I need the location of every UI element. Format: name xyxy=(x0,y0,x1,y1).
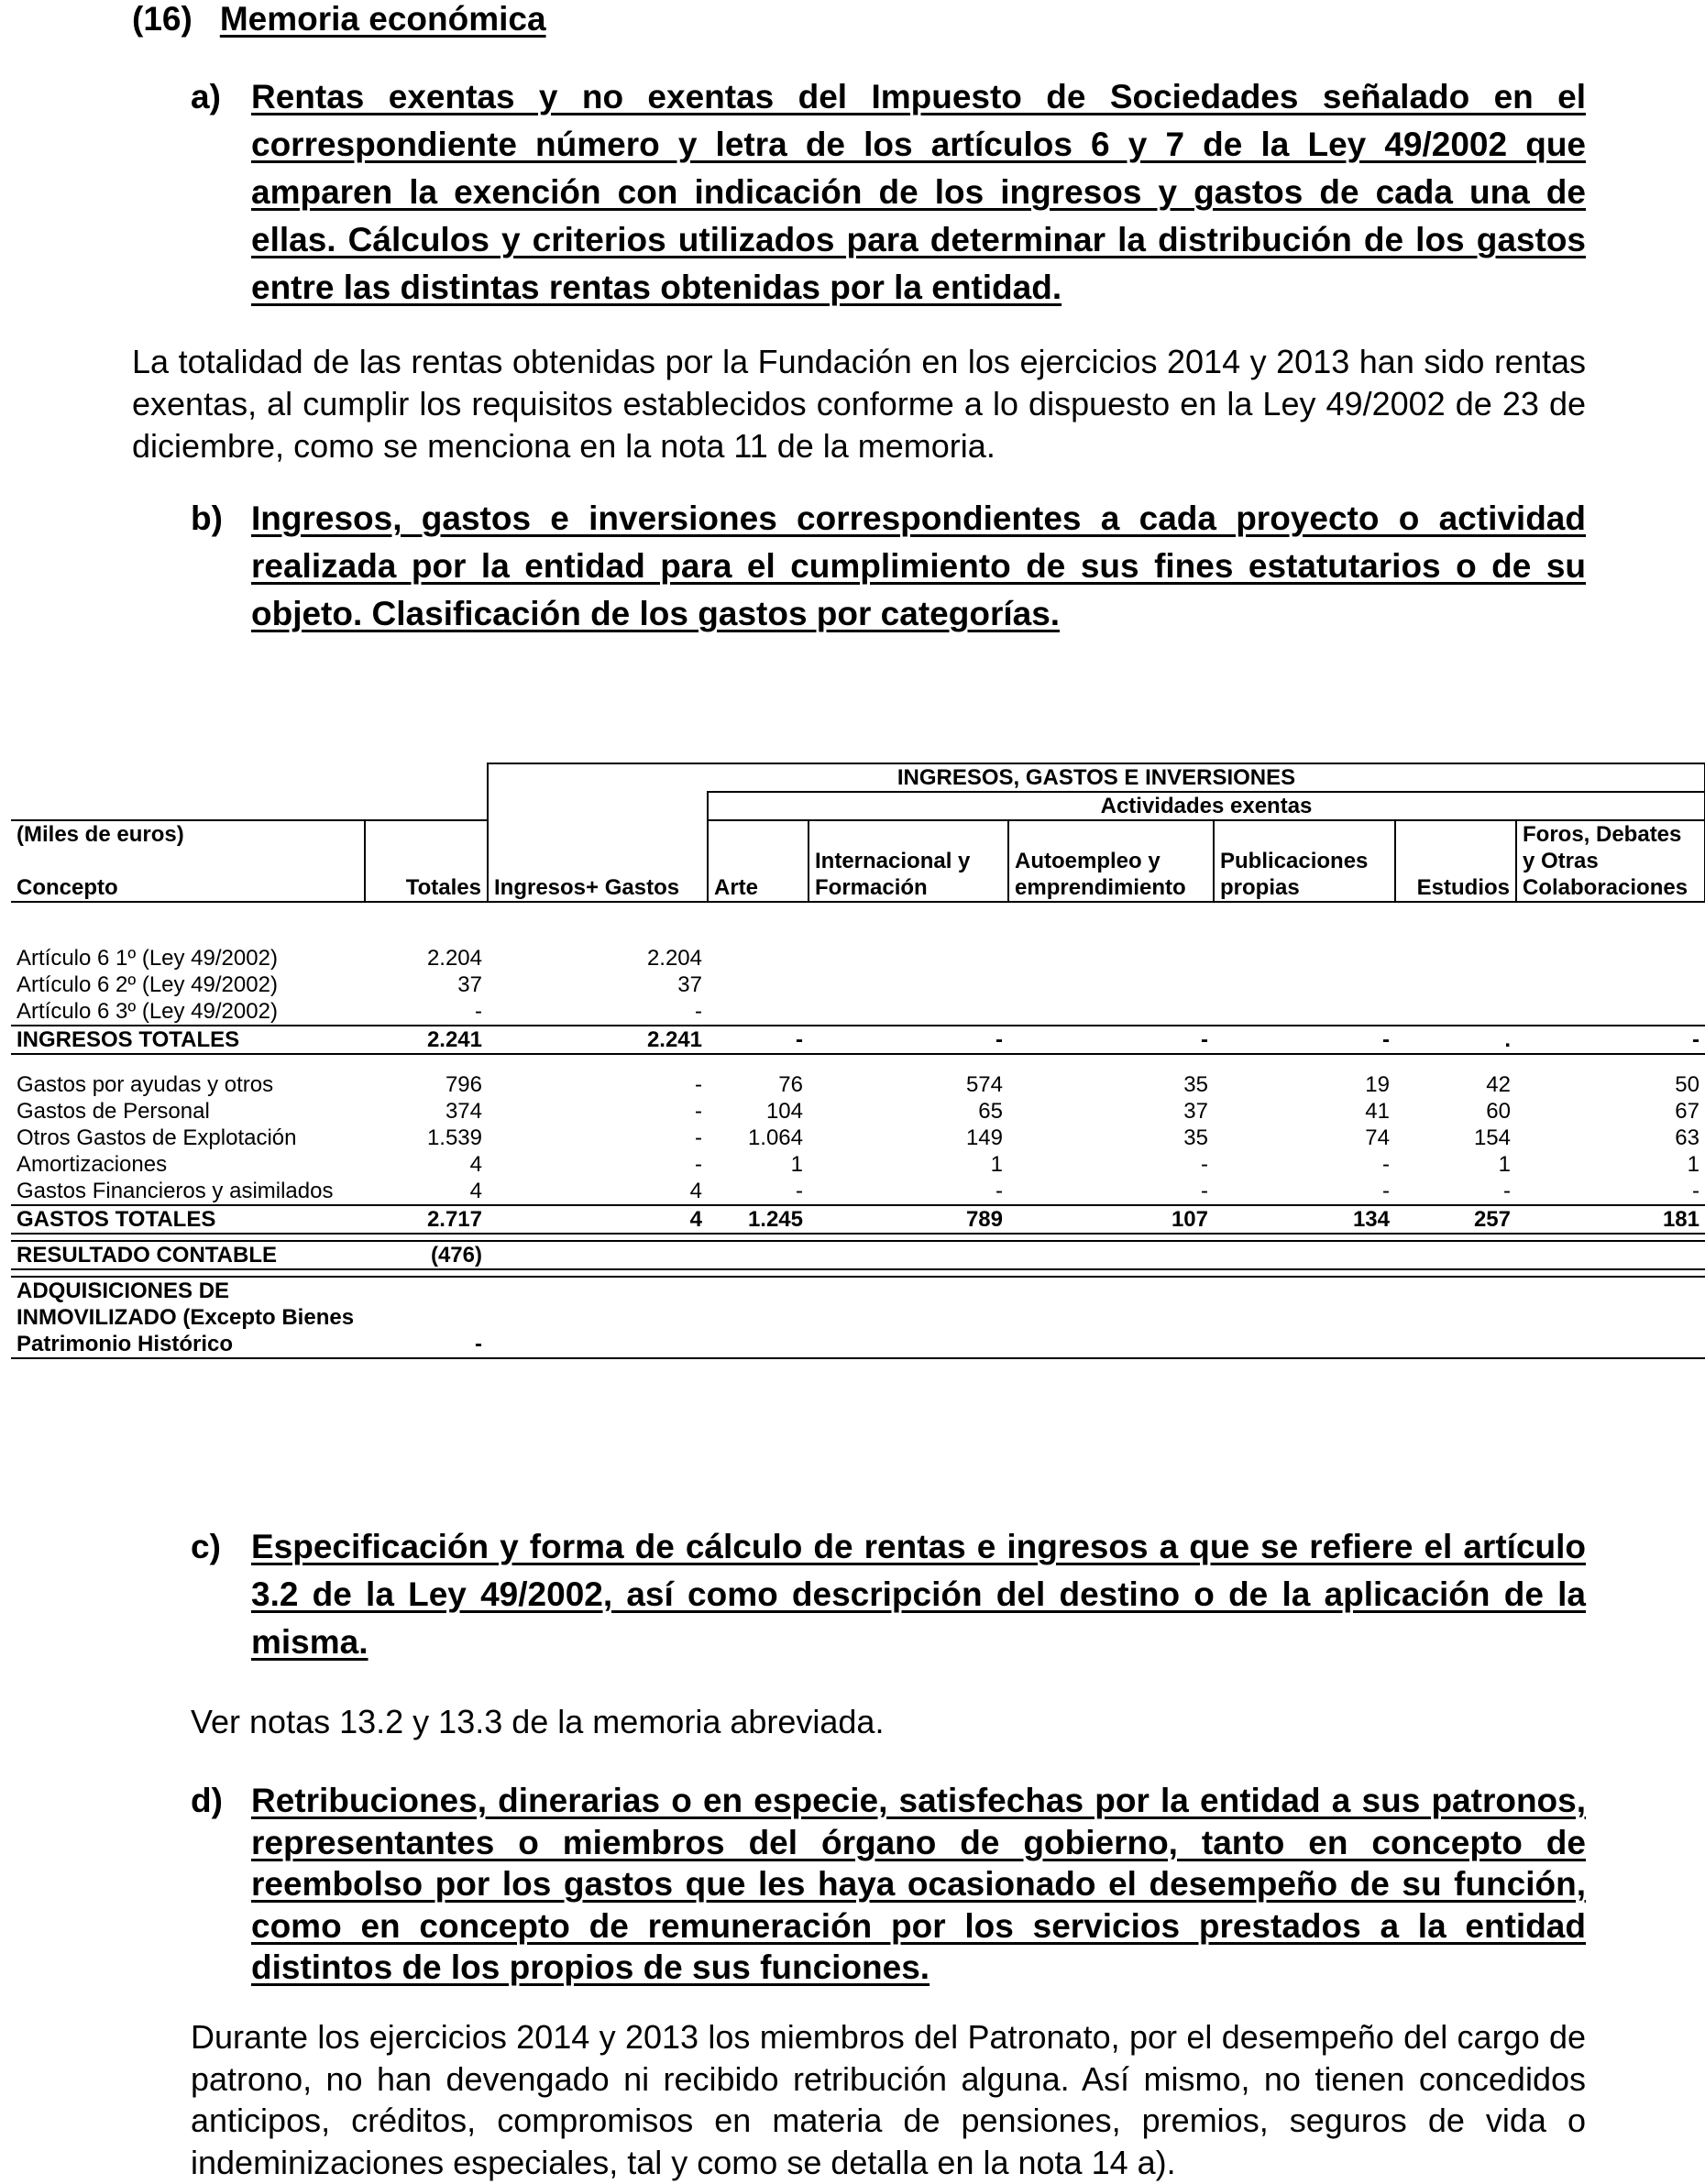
table-header-row xyxy=(11,848,1705,902)
units-label: (Miles de euros) xyxy=(11,820,365,848)
table-row: Artículo 6 1º (Ley 49/2002) 2.204 2.204 xyxy=(16,946,702,971)
item-b-heading xyxy=(191,495,1586,638)
sub-header: Actividades exentas xyxy=(708,792,1705,820)
col-ingresos-gastos: Ingresos+ Gastos xyxy=(488,848,708,902)
item-c-heading-text: Especificación y forma de cálculo de rentas e ingresos a que se refiere el artículo 3.2 de la Ley 49/2002, así como descripción del destino o de la aplicación de la misma. xyxy=(251,1528,1586,1661)
item-b-heading-text: Ingresos, gastos e inversiones correspondientes a cada proyecto o actividad realizada por la entidad para el cumplimiento de sus fines estatutarios o de su objeto. Clasificación de los gastos por categorías. xyxy=(251,499,1586,632)
item-c-heading xyxy=(191,1523,1586,1666)
income-total-row: INGRESOS TOTALES 2.241 2.241 - - - - . - xyxy=(11,1026,1705,1054)
acquisitions-row: ADQUISICIONES DE INMOVILIZADO (Excepto Bienes Patrimonio Histórico - xyxy=(11,1277,1705,1358)
table-row: Amortizaciones 4 - 1 1 - - 1 1 xyxy=(16,1152,1700,1177)
col-concepto: Concepto xyxy=(11,848,365,902)
group-header: INGRESOS, GASTOS E INVERSIONES xyxy=(488,763,1705,792)
section-heading xyxy=(132,0,546,38)
result-row: RESULTADO CONTABLE (476) xyxy=(11,1241,1705,1269)
col-internacional: Internacional y Formación xyxy=(808,848,1008,902)
item-a-heading-text: Rentas exentas y no exentas del Impuesto de Sociedades señalado en el correspondiente número y letra de los artículos 6 y 7 de la Ley 49/2002 que amparen la exención con indicación de los ingresos y gastos de cada una de ellas. Cálculos y criterios utilizados para determinar la distribución de los gastos entre las distintas rentas obtenidas por la entidad. xyxy=(251,78,1586,306)
table-row: Gastos de Personal 374 - 104 65 37 41 60 67 xyxy=(16,1099,1700,1124)
section-title: Memoria económica xyxy=(219,0,546,38)
item-d-heading xyxy=(191,1780,1586,1989)
item-c-body: Ver notas 13.2 y 13.3 de la memoria abreviada. xyxy=(191,1703,885,1740)
col-estudios: Estudios xyxy=(1395,848,1516,902)
table-row: Artículo 6 3º (Ley 49/2002) - - xyxy=(16,999,702,1024)
col-foros: y Otras Colaboraciones xyxy=(1516,848,1705,902)
item-c-letter: c) xyxy=(191,1528,221,1565)
item-d-heading-text: Retribuciones, dinerarias o en especie, satisfechas por la entidad a sus patronos, representantes o miembros del órgano de gobierno, tanto en concepto de reembolso por los gastos que les haya ocasionado el desempeño de su función, como en concepto de remuneración por los servicios prestados a la entidad distintos de los propios de sus funciones. xyxy=(251,1782,1586,1986)
financial-table xyxy=(11,763,1705,1359)
item-a-body: La totalidad de las rentas obtenidas por la Fundación en los ejercicios 2014 y 2013 han sido rentas exentas, al cumplir los requisitos establecidos conforme a lo dispuesto en la Ley 49/2002 de 23 de diciembre, como se menciona en la nota 11 de la memoria. xyxy=(132,343,1586,465)
section-number: (16) xyxy=(132,0,192,38)
col-foros-line1: Foros, Debates xyxy=(1516,820,1705,848)
item-a-letter: a) xyxy=(191,78,221,115)
table-header-row xyxy=(11,820,1705,848)
table-header-row xyxy=(11,792,1705,820)
expense-total-row: GASTOS TOTALES 2.717 4 1.245 789 107 134 257 181 xyxy=(11,1205,1705,1234)
col-arte: Arte xyxy=(708,848,808,902)
col-publicaciones: Publicaciones propias xyxy=(1214,848,1395,902)
table-row: Artículo 6 2º (Ley 49/2002) 37 37 xyxy=(16,972,702,997)
table-row: Gastos Financieros y asimilados 4 4 - - - - - - xyxy=(16,1179,1700,1203)
col-totales: Totales xyxy=(365,848,488,902)
table-row: Gastos por ayudas y otros 796 - 76 574 35 19 42 50 xyxy=(16,1072,1700,1097)
table-row: Otros Gastos de Explotación 1.539 - 1.064 149 35 74 154 63 xyxy=(16,1125,1700,1150)
item-b-letter: b) xyxy=(191,499,223,537)
item-d-letter: d) xyxy=(191,1782,223,1819)
item-d-body: Durante los ejercicios 2014 y 2013 los miembros del Patronato, por el desempeño del cargo de patrono, no han devengado ni recibido retribución alguna. Así mismo, no tienen concedidos anticipos, créditos, compromisos en materia de pensiones, premios, seguros de vida o indeminizaciones especiales, tal y como se detalla en la nota 14 a). xyxy=(191,2018,1586,2181)
item-a-heading xyxy=(191,73,1586,312)
col-autoempleo: Autoempleo y emprendimiento xyxy=(1008,848,1214,902)
table-header-row xyxy=(11,763,1705,792)
